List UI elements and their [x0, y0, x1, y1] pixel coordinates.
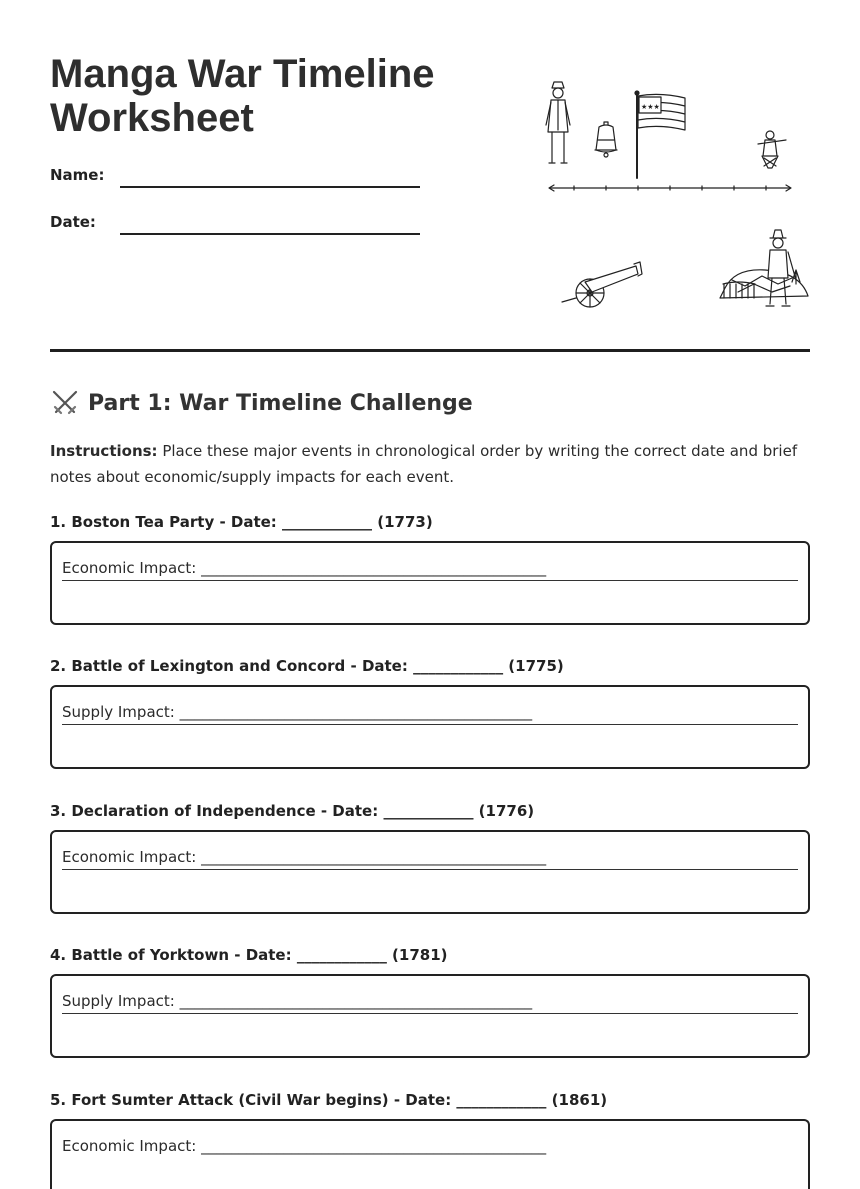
impact-prompt[interactable]: Supply Impact: _______________________________________________ — [62, 991, 798, 1014]
american-flag-icon — [635, 91, 685, 178]
impact-prompt[interactable]: Economic Impact: ______________________________________________ — [62, 847, 798, 870]
name-label: Name: — [50, 166, 105, 184]
timeline-arrow-icon — [549, 185, 791, 191]
worksheet-header — [50, 0, 810, 352]
war-illustration — [540, 70, 810, 320]
event-notes-box[interactable] — [50, 541, 810, 625]
instructions-label: Instructions: — [50, 442, 158, 460]
date-label: Date: — [50, 213, 96, 231]
instructions-text: Place these major events in chronological order by writing the correct date and brief notes about economic/supply impacts for each event. — [50, 442, 798, 486]
impact-prompt[interactable]: Supply Impact: _______________________________________________ — [62, 702, 798, 725]
impact-prompt[interactable]: Economic Impact: ______________________________________________ — [62, 558, 798, 581]
name-line[interactable] — [120, 186, 420, 188]
event-heading: 4. Battle of Yorktown - Date: ____________ (1781) — [50, 946, 448, 964]
worksheet-page — [50, 0, 810, 1155]
event-heading: 2. Battle of Lexington and Concord - Date: ____________ (1775) — [50, 657, 564, 675]
soldier-icon — [546, 82, 570, 163]
event-notes-box[interactable] — [50, 830, 810, 914]
crossed-swords-icon — [50, 388, 80, 418]
svg-text:★★★: ★★★ — [641, 103, 660, 111]
instructions — [50, 438, 810, 490]
event-notes-box[interactable] — [50, 1119, 810, 1189]
worksheet-title: Manga War Timeline Worksheet — [50, 52, 435, 140]
event-heading: 5. Fort Sumter Attack (Civil War begins) - Date: ____________ (1861) — [50, 1091, 608, 1109]
date-field[interactable] — [50, 213, 420, 243]
event-heading: 1. Boston Tea Party - Date: ____________ (1773) — [50, 513, 433, 531]
cannon-icon — [562, 262, 642, 307]
event-heading: 3. Declaration of Independence - Date: ____________ (1776) — [50, 802, 535, 820]
date-line[interactable] — [120, 233, 420, 235]
rifleman-icon — [758, 131, 786, 168]
event-notes-box[interactable] — [50, 685, 810, 769]
part1-title — [50, 388, 473, 418]
event-notes-box[interactable] — [50, 974, 810, 1058]
part1-title-text: Part 1: War Timeline Challenge — [88, 390, 473, 416]
impact-prompt[interactable]: Economic Impact: ______________________________________________ — [62, 1137, 547, 1155]
name-field[interactable] — [50, 166, 420, 196]
liberty-bell-icon — [595, 122, 617, 157]
